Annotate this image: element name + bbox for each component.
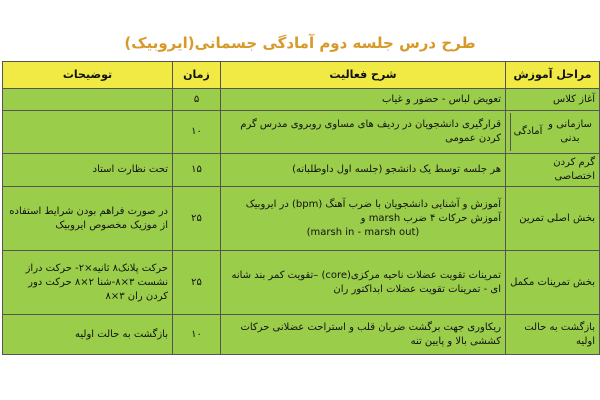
- stage-main-label: آمادگی: [510, 113, 545, 151]
- table-row: [3, 251, 600, 315]
- table-row: [3, 89, 600, 111]
- notes-cell: تحت نظارت استاد: [3, 154, 173, 187]
- activity-cell: هر جلسه توسط یک دانشجو (جلسه اول داوطلبانه): [221, 154, 506, 187]
- activity-cell: تعویض لباس - حضور و غیاب: [221, 89, 506, 111]
- notes-cell: [3, 89, 173, 111]
- time-cell: ۲۵: [173, 187, 221, 251]
- time-cell: ۱۰: [173, 315, 221, 355]
- table-row: [3, 187, 600, 251]
- stage-cell: بخش اصلی تمرین: [506, 187, 600, 251]
- header-stage: مراحل آموزش: [506, 62, 600, 89]
- time-cell: ۲۵: [173, 251, 221, 315]
- table-row: [3, 154, 600, 187]
- stage-cell: گرم کردن اختصاصی: [506, 154, 600, 187]
- notes-cell: حرکت پلانک۸ ثانیه×۲- حرکت دراز نشست ۳×۸-شنا ۲×۸ حرکت دور کردن ران ۳×۸: [3, 251, 173, 315]
- time-cell: ۵: [173, 89, 221, 111]
- stage-cell: بازگشت به حالت اولیه: [506, 315, 600, 355]
- activity-line: آموزش حرکات ۴ ضرب marsh و: [360, 212, 501, 224]
- table-row: [3, 111, 600, 154]
- activity-cell: ریکاوری جهت برگشت ضربان قلب و استراحت عضلانی حرکات کششی بالا و پایین تنه: [221, 315, 506, 355]
- stage-cell: آغاز کلاس: [506, 89, 600, 111]
- header-notes: توضیحات: [3, 62, 173, 89]
- time-cell: ۱۰: [173, 111, 221, 154]
- activity-cell: [221, 187, 506, 251]
- table-row: [3, 315, 600, 355]
- stage-cell-split: [506, 111, 600, 154]
- activity-cell: قرارگیری دانشجویان در ردیف های مساوی روبروی مدرس گرم کردن عمومی: [221, 111, 506, 154]
- notes-cell: در صورت فراهم بودن شرایط استفاده از موزیک مخصوص ایروبیک: [3, 187, 173, 251]
- notes-cell: بازگشت به حالت اولیه: [3, 315, 173, 355]
- stage-cell: بخش تمرینات مکمل: [506, 251, 600, 315]
- page-title: طرح درس جلسه دوم آمادگی جسمانی(ایروبیک): [124, 34, 476, 52]
- time-cell: ۱۵: [173, 154, 221, 187]
- lesson-plan-table: [2, 61, 600, 355]
- activity-line: (marsh in - marsh out): [306, 226, 420, 238]
- activity-line: آموزش و آشنایی دانشجویان با ضرب آهنگ (bpm) در ایروبیک: [245, 198, 501, 210]
- table-header-row: [3, 62, 600, 89]
- notes-cell: [3, 111, 173, 154]
- header-activity: شرح فعالیت: [221, 62, 506, 89]
- activity-cell: تمرینات تقویت عضلات ناحیه مرکزی(core) –تقویت کمر بند شانه ای - تمرینات تقویت عضلات ابداکتور ران: [221, 251, 506, 315]
- stage-sub-label: سازمانی و بدنی: [548, 119, 592, 144]
- header-time: زمان: [173, 62, 221, 89]
